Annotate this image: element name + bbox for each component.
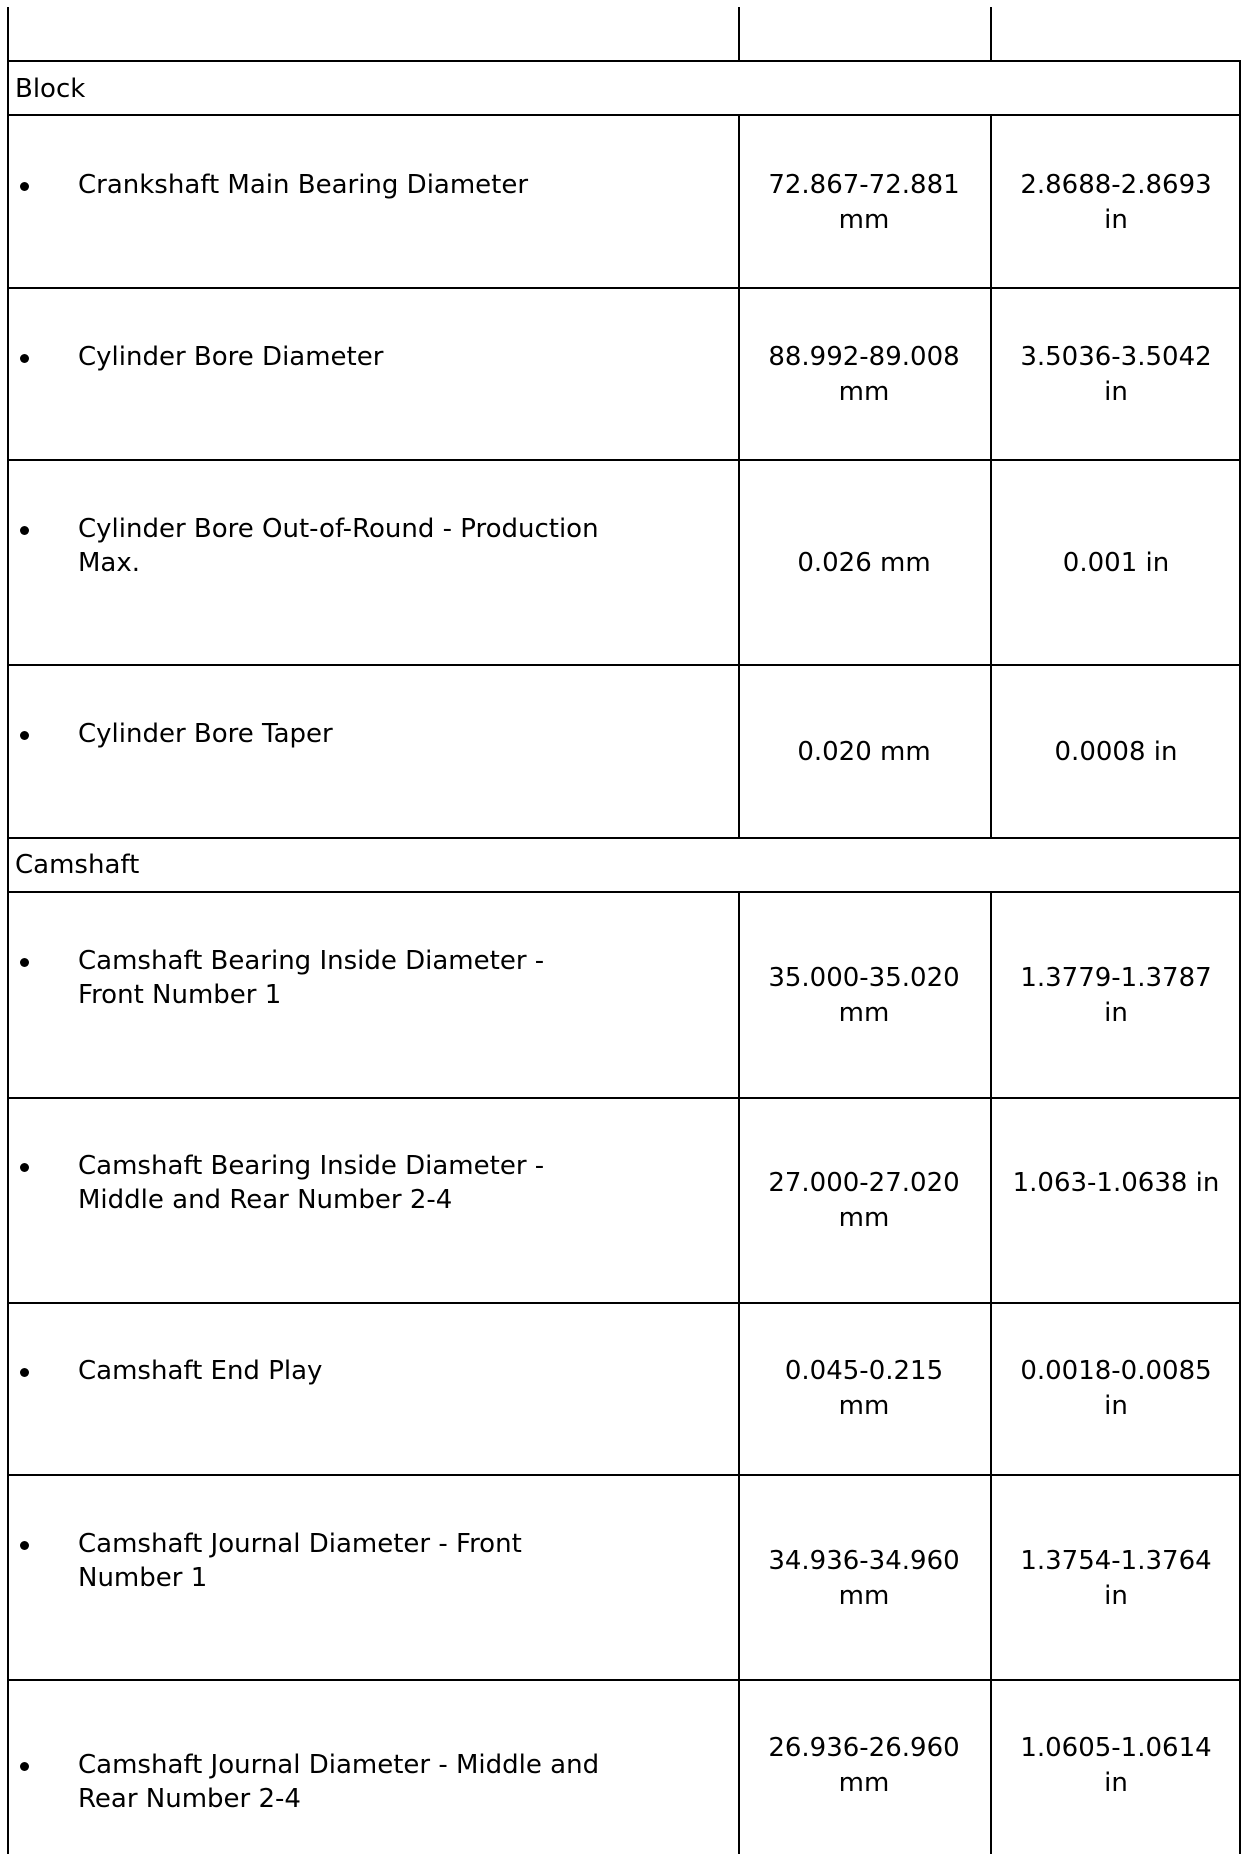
bullet-icon [20, 1163, 29, 1172]
row-divider [7, 1097, 1241, 1099]
spec-metric-value: 27.000-27.020 [768, 1168, 960, 1198]
spec-imperial-value: 1.063-1.0638 in [1012, 1168, 1220, 1198]
spec-metric-unit: mm [838, 1391, 890, 1421]
spec-metric-unit: mm [838, 205, 890, 235]
spec-metric-unit: mm [838, 377, 890, 407]
spec-imperial-value: 2.8688-2.8693 [1020, 170, 1212, 200]
spec-description-line2: Rear Number 2-4 [78, 1784, 301, 1814]
row-divider [7, 459, 1241, 461]
section-header-block: Block [15, 74, 86, 104]
spec-description: Cylinder Bore Out-of-Round - Production [78, 514, 599, 544]
section-header-camshaft: Camshaft [15, 850, 140, 880]
row-divider [7, 1679, 1241, 1681]
spec-metric-value: 0.045-0.215 [784, 1356, 944, 1386]
spec-imperial-unit: in [1104, 377, 1128, 407]
spec-description: Camshaft Bearing Inside Diameter - [78, 946, 545, 976]
spec-description: Crankshaft Main Bearing Diameter [78, 170, 529, 200]
spec-metric-value: 0.020 mm [797, 737, 931, 767]
spec-description-line2: Middle and Rear Number 2-4 [78, 1185, 453, 1215]
bullet-icon [20, 1541, 29, 1550]
bullet-icon [20, 958, 29, 967]
spec-imperial-unit: in [1104, 998, 1128, 1028]
spec-description: Cylinder Bore Diameter [78, 342, 384, 372]
column-divider-imperial [990, 7, 992, 60]
spec-metric-unit: mm [838, 998, 890, 1028]
spec-metric-value: 88.992-89.008 [768, 342, 960, 372]
row-divider [7, 287, 1241, 289]
spec-imperial-value: 1.3754-1.3764 [1020, 1546, 1212, 1576]
table-border-left [7, 7, 9, 1854]
row-divider [7, 891, 1241, 893]
bullet-icon [20, 731, 29, 740]
spec-description: Camshaft Bearing Inside Diameter - [78, 1151, 545, 1181]
spec-imperial-value: 0.0018-0.0085 [1020, 1356, 1212, 1386]
column-divider-metric [738, 7, 740, 60]
spec-imperial-value: 1.3779-1.3787 [1020, 963, 1212, 993]
spec-imperial-value: 0.001 in [1062, 548, 1170, 578]
spec-metric-value: 35.000-35.020 [768, 963, 960, 993]
spec-imperial-unit: in [1104, 1391, 1128, 1421]
spec-metric-value: 0.026 mm [797, 548, 931, 578]
spec-description: Camshaft Journal Diameter - Front [78, 1529, 522, 1559]
bullet-icon [20, 182, 29, 191]
bullet-icon [20, 1762, 29, 1771]
spec-imperial-value: 3.5036-3.5042 [1020, 342, 1212, 372]
spec-imperial-value: 0.0008 in [1054, 737, 1178, 767]
bullet-icon [20, 1368, 29, 1377]
bullet-icon [20, 526, 29, 535]
spec-description-line2: Front Number 1 [78, 980, 282, 1010]
row-divider [7, 114, 1241, 116]
row-divider [7, 1474, 1241, 1476]
spec-imperial-value: 1.0605-1.0614 [1020, 1733, 1212, 1763]
spec-metric-unit: mm [838, 1768, 890, 1798]
spec-metric-value: 26.936-26.960 [768, 1733, 960, 1763]
spec-imperial-unit: in [1104, 1581, 1128, 1611]
spec-description-line2: Max. [78, 548, 141, 578]
spec-metric-value: 34.936-34.960 [768, 1546, 960, 1576]
row-divider [7, 664, 1241, 666]
spec-metric-unit: mm [838, 1581, 890, 1611]
spec-description: Camshaft Journal Diameter - Middle and [78, 1750, 600, 1780]
spec-metric-unit: mm [838, 1203, 890, 1233]
spec-description: Camshaft End Play [78, 1356, 323, 1386]
spec-description-line2: Number 1 [78, 1563, 208, 1593]
spec-imperial-unit: in [1104, 1768, 1128, 1798]
spec-imperial-unit: in [1104, 205, 1128, 235]
bullet-icon [20, 354, 29, 363]
row-divider [7, 837, 1241, 839]
row-divider [7, 1302, 1241, 1304]
spec-description: Cylinder Bore Taper [78, 719, 333, 749]
row-divider [7, 60, 1241, 62]
spec-metric-value: 72.867-72.881 [768, 170, 960, 200]
